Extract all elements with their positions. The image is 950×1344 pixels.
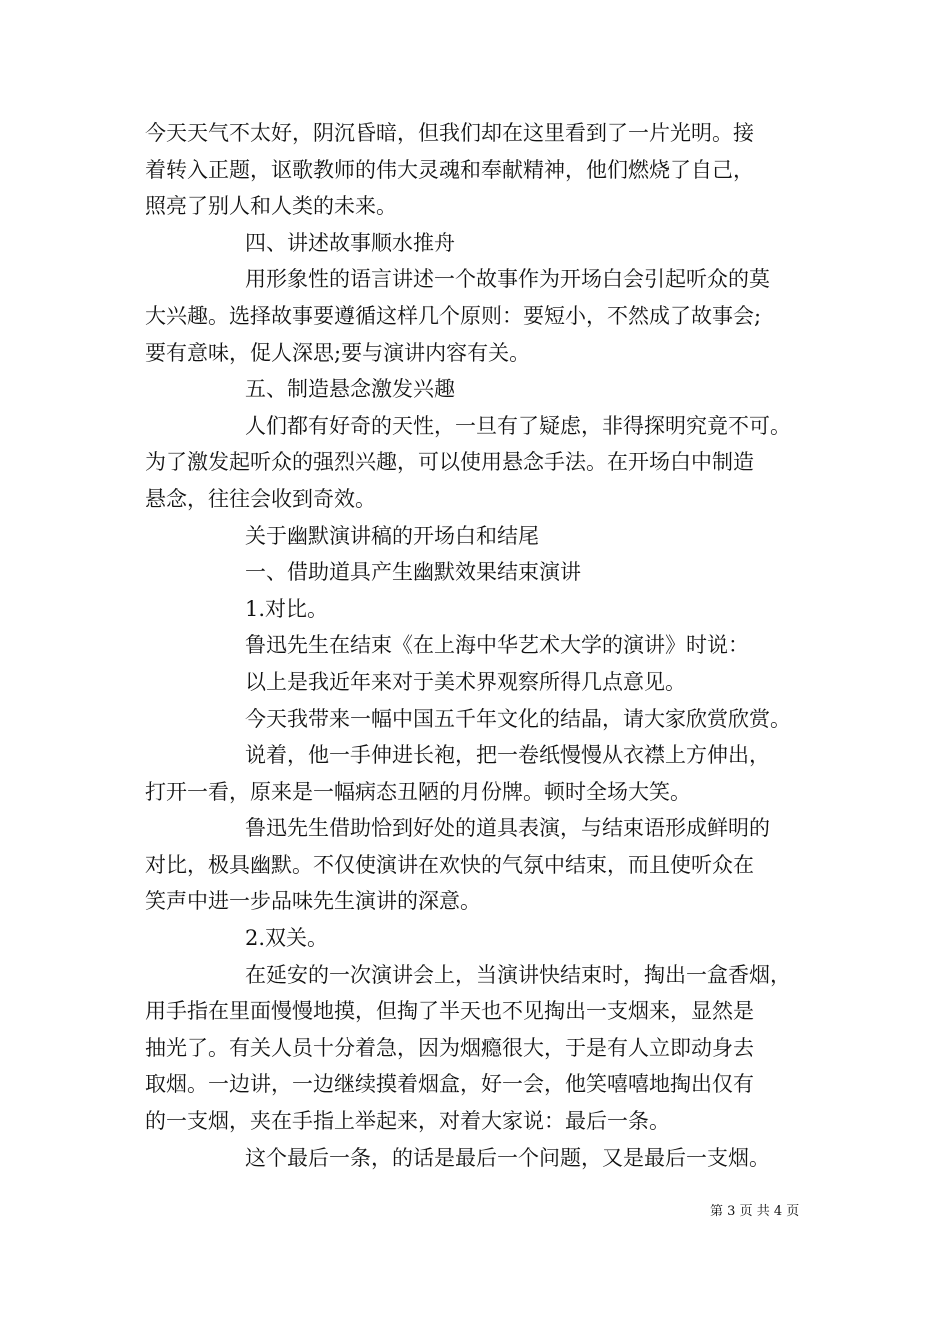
subsection-heading: 2.双关。 <box>245 926 329 951</box>
text-line: 照亮了别人和人类的未来。 <box>145 194 397 219</box>
text-line: 说着，他一手伸进长袍，把一卷纸慢慢从衣襟上方伸出， <box>245 743 770 768</box>
total-pages-number: 4 <box>773 1204 783 1219</box>
text-line: 的一支烟，夹在手指上举起来，对着大家说：最后一条。 <box>145 1109 670 1134</box>
text-line: 着转入正题，讴歌教师的伟大灵魂和奉献精神，他们燃烧了自己， <box>145 157 754 182</box>
page-number-footer <box>710 1200 799 1219</box>
text-line: 用形象性的语言讲述一个故事作为开场白会引起听众的莫 <box>245 267 770 292</box>
text-line: 以上是我近年来对于美术界观察所得几点意见。 <box>245 669 686 694</box>
text-line: 要有意味，促人深思;要与演讲内容有关。 <box>145 340 531 365</box>
text-line: 抽光了。有关人员十分着急，因为烟瘾很大，于是有人立即动身去 <box>145 1035 754 1060</box>
subsection-heading: 1.对比。 <box>245 596 329 621</box>
text-line: 用手指在里面慢慢地摸，但掏了半天也不见掏出一支烟来，显然是 <box>145 999 754 1024</box>
footer-suffix: 页 <box>786 1204 800 1219</box>
section-heading: 关于幽默演讲稿的开场白和结尾 <box>245 523 539 548</box>
section-heading: 四、讲述故事顺水推舟 <box>245 230 455 255</box>
text-line: 今天我带来一幅中国五千年文化的结晶，请大家欣赏欣赏。 <box>245 706 791 731</box>
section-heading: 五、制造悬念激发兴趣 <box>245 377 455 402</box>
text-line: 笑声中进一步品味先生演讲的深意。 <box>145 889 481 914</box>
text-line: 大兴趣。选择故事要遵循这样几个原则：要短小，不然成了故事会; <box>145 303 762 328</box>
text-line: 在延安的一次演讲会上，当演讲快结束时，掏出一盒香烟， <box>245 962 791 987</box>
text-line: 打开一看，原来是一幅病态丑陋的月份牌。顿时全场大笑。 <box>145 779 691 804</box>
document-body <box>145 115 815 1176</box>
section-heading: 一、借助道具产生幽默效果结束演讲 <box>245 560 581 585</box>
text-line: 对比，极具幽默。不仅使演讲在欢快的气氛中结束，而且使听众在 <box>145 852 754 877</box>
text-line: 为了激发起听众的强烈兴趣，可以使用悬念手法。在开场白中制造 <box>145 450 754 475</box>
text-line: 今天天气不太好，阴沉昏暗，但我们却在这里看到了一片光明。接 <box>145 121 754 145</box>
text-line: 取烟。一边讲，一边继续摸着烟盒，好一会，他笑嘻嘻地掏出仅有 <box>145 1072 754 1097</box>
footer-middle: 页 共 <box>739 1204 770 1219</box>
text-line: 鲁迅先生借助恰到好处的道具表演，与结束语形成鲜明的 <box>245 816 770 841</box>
text-line: 鲁迅先生在结束《在上海中华艺术大学的演讲》时说： <box>245 633 749 658</box>
text-line: 人们都有好奇的天性，一旦有了疑虑，非得探明究竟不可。 <box>245 413 791 438</box>
footer-prefix: 第 <box>710 1204 724 1219</box>
text-line: 悬念，往往会收到奇效。 <box>145 486 376 511</box>
text-line: 这个最后一条，的话是最后一个问题，又是最后一支烟。 <box>245 1145 770 1170</box>
current-page-number: 3 <box>727 1204 736 1219</box>
